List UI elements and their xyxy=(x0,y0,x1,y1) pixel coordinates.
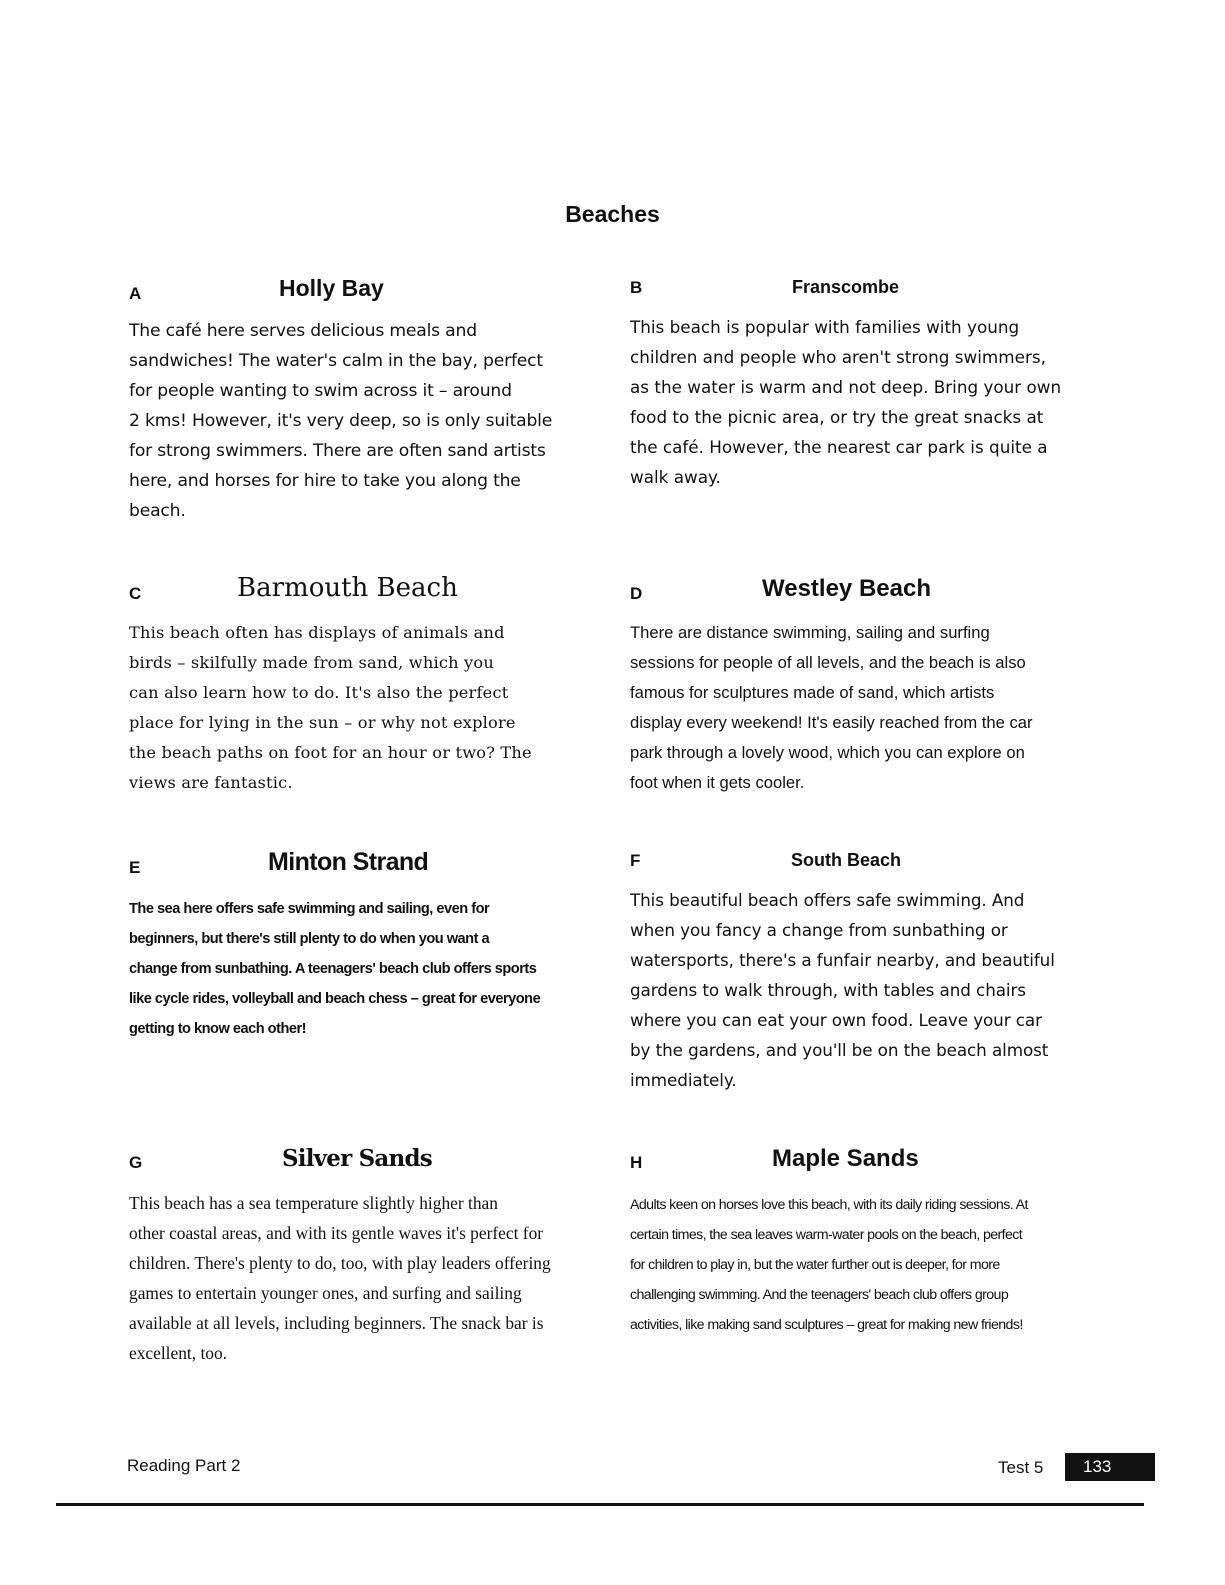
beach-name: Barmouth Beach xyxy=(237,573,458,603)
description-line: the beach paths on foot for an hour or two? The xyxy=(129,743,532,762)
description-line: This beach often has displays of animals and xyxy=(129,623,505,642)
description-line: sandwiches! The water's calm in the bay, perfect xyxy=(129,351,543,371)
description-line: famous for sculptures made of sand, which artists xyxy=(630,683,995,702)
description-line: There are distance swimming, sailing and surfing xyxy=(630,623,990,642)
entry-letter: H xyxy=(630,1153,643,1172)
description-line: This beautiful beach offers safe swimming. And xyxy=(630,890,1025,910)
entry-letter: B xyxy=(630,278,643,297)
description-line: the café. However, the nearest car park is quite a xyxy=(630,437,1048,457)
description-line: activities, like making sand sculptures – great for making new friends! xyxy=(630,1317,1023,1333)
page-title: Beaches xyxy=(565,201,660,227)
beach-name: Westley Beach xyxy=(762,575,931,602)
description-line: when you fancy a change from sunbathing or xyxy=(630,920,1008,940)
description-line: watersports, there's a funfair nearby, and beautiful xyxy=(630,950,1055,970)
description-line: games to entertain younger ones, and surfing and sailing xyxy=(129,1283,522,1303)
beach-description xyxy=(630,312,1090,492)
entry-letter: G xyxy=(129,1153,143,1172)
entry-letter: F xyxy=(630,851,641,870)
description-line: The café here serves delicious meals and xyxy=(129,321,477,341)
beach-description xyxy=(129,618,584,798)
beach-name: South Beach xyxy=(791,850,902,870)
beach-entry-b xyxy=(630,275,1090,505)
description-line: beach. xyxy=(129,501,186,521)
description-line: foot when it gets cooler. xyxy=(630,773,805,792)
beach-entry-g xyxy=(129,1145,584,1375)
description-line: can also learn how to do. It's also the perfect xyxy=(129,683,509,702)
footer-section-label: Reading Part 2 xyxy=(127,1456,241,1475)
page-number: 133 xyxy=(1065,1453,1155,1481)
description-line: certain times, the sea leaves warm-water pools on the beach, perfect xyxy=(630,1227,1023,1243)
description-line: This beach has a sea temperature slightly higher than xyxy=(129,1193,498,1213)
description-line: gardens to walk through, with tables and chairs xyxy=(630,980,1026,1000)
description-line: getting to know each other! xyxy=(129,1021,307,1037)
footer-test-label: Test 5 xyxy=(998,1458,1044,1477)
description-line: park through a lovely wood, which you can explore on xyxy=(630,743,1025,762)
beach-name: Holly Bay xyxy=(279,275,384,301)
description-line: immediately. xyxy=(630,1070,737,1090)
description-line: where you can eat your own food. Leave your car xyxy=(630,1010,1042,1030)
description-line: challenging swimming. And the teenagers' beach club offers group xyxy=(630,1287,1009,1303)
entry-letter: D xyxy=(630,584,643,603)
beach-name: Minton Strand xyxy=(268,848,429,876)
description-line: sessions for people of all levels, and the beach is also xyxy=(630,653,1026,672)
beach-name: Silver Sands xyxy=(282,1145,432,1172)
beach-name: Maple Sands xyxy=(772,1145,919,1172)
entry-letter: A xyxy=(129,284,142,303)
description-line: walk away. xyxy=(630,467,721,487)
description-line: The sea here offers safe swimming and sailing, even for xyxy=(129,901,490,917)
beach-entry-c xyxy=(129,573,584,813)
description-line: like cycle rides, volleyball and beach chess – great for everyone xyxy=(129,991,541,1007)
beach-description xyxy=(129,316,584,526)
description-line: views are fantastic. xyxy=(129,773,293,792)
beach-description xyxy=(630,1190,1090,1340)
description-line: for children to play in, but the water further out is deeper, for more xyxy=(630,1257,1000,1273)
description-line: as the water is warm and not deep. Bring your own xyxy=(630,377,1062,397)
beach-description xyxy=(129,1188,584,1368)
description-line: children and people who aren't strong swimmers, xyxy=(630,347,1046,367)
beach-description xyxy=(129,894,584,1044)
description-line: Adults keen on horses love this beach, with its daily riding sessions. At xyxy=(630,1197,1028,1213)
description-line: food to the picnic area, or try the great snacks at xyxy=(630,407,1044,427)
beach-entry-a xyxy=(129,275,584,525)
description-line: for people wanting to swim across it – around xyxy=(129,381,512,401)
beach-name: Franscombe xyxy=(792,277,900,297)
description-line: excellent, too. xyxy=(129,1343,228,1363)
description-line: 2 kms! However, it's very deep, so is only suitable xyxy=(129,411,553,431)
description-line: children. There's plenty to do, too, with play leaders offering xyxy=(129,1253,551,1273)
description-line: beginners, but there's still plenty to do when you want a xyxy=(129,931,490,947)
description-line: place for lying in the sun – or why not explore xyxy=(129,713,516,732)
beach-description xyxy=(630,618,1090,798)
beach-entry-h xyxy=(630,1145,1090,1355)
description-line: for strong swimmers. There are often sand artists xyxy=(129,441,546,461)
description-line: other coastal areas, and with its gentle waves it's perfect for xyxy=(129,1223,544,1243)
description-line: birds – skilfully made from sand, which you xyxy=(129,653,494,672)
description-line: display every weekend! It's easily reached from the car xyxy=(630,713,1033,732)
description-line: here, and horses for hire to take you along the xyxy=(129,471,521,491)
beach-entry-e xyxy=(129,848,584,1048)
beach-entry-d xyxy=(630,575,1090,815)
beach-description xyxy=(630,885,1090,1095)
footer-divider xyxy=(56,1503,1144,1506)
description-line: available at all levels, including beginners. The snack bar is xyxy=(129,1313,544,1333)
description-line: change from sunbathing. A teenagers' beach club offers sports xyxy=(129,961,537,977)
description-line: This beach is popular with families with young xyxy=(630,317,1020,337)
entry-letter: C xyxy=(129,584,142,603)
description-line: by the gardens, and you'll be on the beach almost xyxy=(630,1040,1049,1060)
beach-entry-f xyxy=(630,848,1090,1098)
entry-letter: E xyxy=(129,858,141,877)
